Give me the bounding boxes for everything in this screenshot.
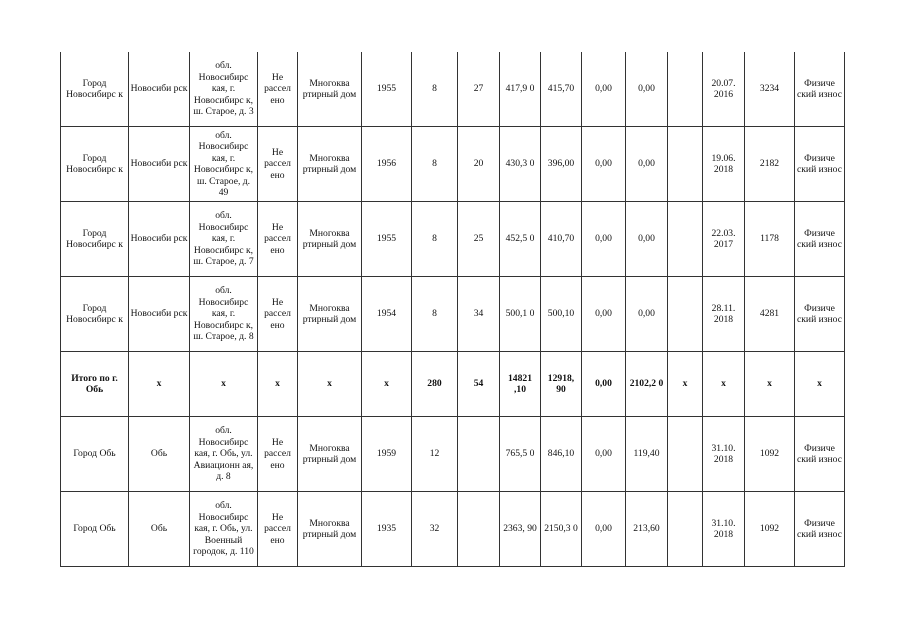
residents-cell <box>458 417 500 492</box>
address-cell: x <box>190 352 258 417</box>
building-type-cell: Многоква ртирный дом <box>298 127 362 202</box>
municipality-cell: Обь <box>129 492 190 567</box>
area-total-cell: 765,5 0 <box>500 417 541 492</box>
floors-cell: 8 <box>412 277 458 352</box>
date-cell: x <box>703 352 745 417</box>
year-cell: x <box>362 352 412 417</box>
area-demolished-cell: 0,00 <box>582 202 626 277</box>
area-remaining-cell: 0,00 <box>626 127 668 202</box>
marker-cell: x <box>668 352 703 417</box>
table-row <box>61 202 845 277</box>
area-living-cell: 12918, 90 <box>541 352 582 417</box>
building-type-cell: x <box>298 352 362 417</box>
marker-cell <box>668 277 703 352</box>
status-cell: Не рассел ено <box>258 277 298 352</box>
address-cell: обл. Новосибирс кая, г. Обь, ул. Военный городок, д. 110 <box>190 492 258 567</box>
reason-cell: Физиче ский износ <box>795 202 845 277</box>
area-total-cell: 2363, 90 <box>500 492 541 567</box>
reason-cell: Физиче ский износ <box>795 277 845 352</box>
reason-cell: x <box>795 352 845 417</box>
year-cell: 1955 <box>362 202 412 277</box>
year-cell: 1959 <box>362 417 412 492</box>
area-total-cell: 417,9 0 <box>500 52 541 127</box>
status-cell: Не рассел ено <box>258 492 298 567</box>
document-number-cell: 1092 <box>745 417 795 492</box>
address-cell: обл. Новосибирс кая, г. Новосибирс к, ш. Старое, д. 49 <box>190 127 258 202</box>
building-type-cell: Многоква ртирный дом <box>298 277 362 352</box>
area-living-cell: 410,70 <box>541 202 582 277</box>
reason-cell: Физиче ский износ <box>795 492 845 567</box>
area-remaining-cell: 0,00 <box>626 277 668 352</box>
date-cell: 22.03. 2017 <box>703 202 745 277</box>
city-cell: Город Обь <box>61 492 129 567</box>
reason-cell: Физиче ский износ <box>795 127 845 202</box>
floors-cell: 12 <box>412 417 458 492</box>
municipality-cell: x <box>129 352 190 417</box>
city-cell: Итого по г. Обь <box>61 352 129 417</box>
area-demolished-cell: 0,00 <box>582 52 626 127</box>
building-type-cell: Многоква ртирный дом <box>298 52 362 127</box>
area-total-cell: 452,5 0 <box>500 202 541 277</box>
status-cell: Не рассел ено <box>258 127 298 202</box>
area-living-cell: 846,10 <box>541 417 582 492</box>
housing-table <box>60 52 845 567</box>
status-cell: Не рассел ено <box>258 417 298 492</box>
status-cell: Не рассел ено <box>258 52 298 127</box>
table-row <box>61 277 845 352</box>
municipality-cell: Обь <box>129 417 190 492</box>
date-cell: 20.07. 2016 <box>703 52 745 127</box>
document-number-cell: 3234 <box>745 52 795 127</box>
municipality-cell: Новосиби рск <box>129 277 190 352</box>
marker-cell <box>668 202 703 277</box>
year-cell: 1954 <box>362 277 412 352</box>
building-type-cell: Многоква ртирный дом <box>298 417 362 492</box>
marker-cell <box>668 52 703 127</box>
table-total-row <box>61 352 845 417</box>
city-cell: Город Новосибирс к <box>61 52 129 127</box>
area-total-cell: 430,3 0 <box>500 127 541 202</box>
city-cell: Город Новосибирс к <box>61 277 129 352</box>
floors-cell: 8 <box>412 202 458 277</box>
area-living-cell: 396,00 <box>541 127 582 202</box>
area-remaining-cell: 213,60 <box>626 492 668 567</box>
residents-cell: 34 <box>458 277 500 352</box>
document-number-cell: 4281 <box>745 277 795 352</box>
document-number-cell: 1178 <box>745 202 795 277</box>
date-cell: 31.10. 2018 <box>703 417 745 492</box>
floors-cell: 32 <box>412 492 458 567</box>
status-cell: x <box>258 352 298 417</box>
marker-cell <box>668 127 703 202</box>
floors-cell: 280 <box>412 352 458 417</box>
area-total-cell: 500,1 0 <box>500 277 541 352</box>
area-demolished-cell: 0,00 <box>582 127 626 202</box>
year-cell: 1935 <box>362 492 412 567</box>
residents-cell: 27 <box>458 52 500 127</box>
area-living-cell: 2150,3 0 <box>541 492 582 567</box>
floors-cell: 8 <box>412 127 458 202</box>
area-remaining-cell: 119,40 <box>626 417 668 492</box>
date-cell: 19.06. 2018 <box>703 127 745 202</box>
area-living-cell: 415,70 <box>541 52 582 127</box>
area-demolished-cell: 0,00 <box>582 492 626 567</box>
table-row <box>61 127 845 202</box>
address-cell: обл. Новосибирс кая, г. Новосибирс к, ш. Старое, д. 8 <box>190 277 258 352</box>
year-cell: 1955 <box>362 52 412 127</box>
marker-cell <box>668 417 703 492</box>
area-demolished-cell: 0,00 <box>582 352 626 417</box>
residents-cell: 20 <box>458 127 500 202</box>
area-remaining-cell: 0,00 <box>626 202 668 277</box>
date-cell: 31.10. 2018 <box>703 492 745 567</box>
residents-cell: 54 <box>458 352 500 417</box>
residents-cell: 25 <box>458 202 500 277</box>
residents-cell <box>458 492 500 567</box>
table-row <box>61 492 845 567</box>
area-remaining-cell: 2102,2 0 <box>626 352 668 417</box>
date-cell: 28.11. 2018 <box>703 277 745 352</box>
area-remaining-cell: 0,00 <box>626 52 668 127</box>
city-cell: Город Обь <box>61 417 129 492</box>
municipality-cell: Новосиби рск <box>129 52 190 127</box>
city-cell: Город Новосибирс к <box>61 202 129 277</box>
floors-cell: 8 <box>412 52 458 127</box>
document-number-cell: x <box>745 352 795 417</box>
marker-cell <box>668 492 703 567</box>
municipality-cell: Новосиби рск <box>129 127 190 202</box>
table-body <box>61 52 845 567</box>
year-cell: 1956 <box>362 127 412 202</box>
area-total-cell: 14821 ,10 <box>500 352 541 417</box>
address-cell: обл. Новосибирс кая, г. Новосибирс к, ш. Старое, д. 7 <box>190 202 258 277</box>
area-demolished-cell: 0,00 <box>582 417 626 492</box>
building-type-cell: Многоква ртирный дом <box>298 202 362 277</box>
address-cell: обл. Новосибирс кая, г. Новосибирс к, ш. Старое, д. 3 <box>190 52 258 127</box>
table-row <box>61 417 845 492</box>
area-demolished-cell: 0,00 <box>582 277 626 352</box>
document-number-cell: 2182 <box>745 127 795 202</box>
area-living-cell: 500,10 <box>541 277 582 352</box>
reason-cell: Физиче ский износ <box>795 417 845 492</box>
address-cell: обл. Новосибирс кая, г. Обь, ул. Авиационн ая, д. 8 <box>190 417 258 492</box>
city-cell: Город Новосибирс к <box>61 127 129 202</box>
building-type-cell: Многоква ртирный дом <box>298 492 362 567</box>
reason-cell: Физиче ский износ <box>795 52 845 127</box>
document-number-cell: 1092 <box>745 492 795 567</box>
table-row <box>61 52 845 127</box>
municipality-cell: Новосиби рск <box>129 202 190 277</box>
status-cell: Не рассел ено <box>258 202 298 277</box>
